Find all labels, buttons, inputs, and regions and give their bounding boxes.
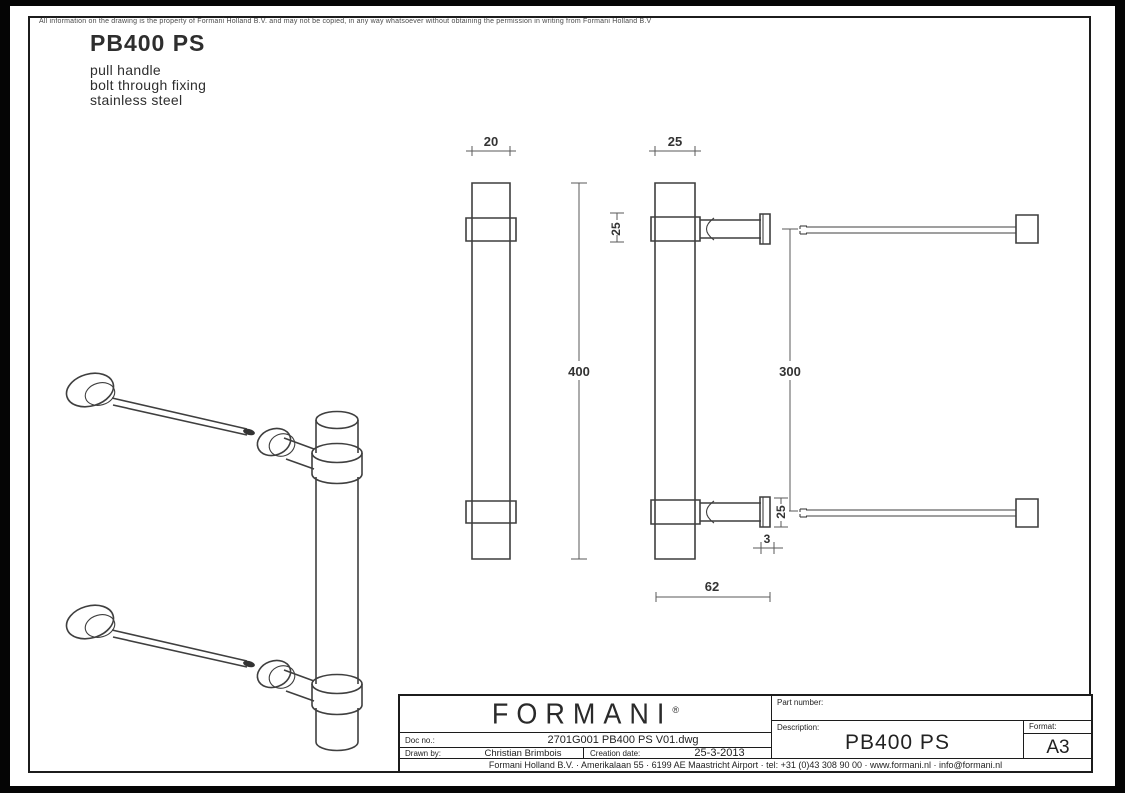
dimension-handle-width [649, 134, 701, 156]
drawn-by-label: Drawn by: [405, 748, 442, 758]
product-description-line: stainless steel [90, 92, 183, 108]
company-logo-cell [400, 696, 771, 732]
dim-label-300: 300 [779, 364, 801, 379]
dimension-total-length [560, 183, 598, 559]
dim-label-25-collar: 25 [609, 222, 623, 236]
creation-date-value: 25-3-2013 [694, 747, 745, 759]
part-number-cell [772, 696, 1092, 720]
doc-number-row [400, 732, 771, 747]
dimension-collar-height [609, 213, 624, 242]
registered-trademark-icon: ® [672, 704, 680, 715]
dim-label-62: 62 [704, 579, 720, 594]
isometric-view [63, 368, 362, 750]
description-label: Description: [777, 723, 820, 732]
description-value: PB400 PS [845, 731, 950, 754]
dimension-projection [656, 579, 770, 602]
front-view-handle [466, 183, 516, 559]
product-description-line: bolt through fixing [90, 77, 207, 93]
format-value: A3 [1046, 737, 1070, 758]
dim-label-25-rose: 25 [774, 505, 788, 519]
doc-no-label: Doc no.: [405, 735, 435, 745]
isometric-bolt-bottom [63, 600, 256, 668]
drawn-by-row [400, 747, 771, 758]
title-block-right [771, 696, 1091, 758]
dimension-tube-width [466, 134, 516, 156]
dimension-rose-height [773, 498, 789, 527]
drawn-by-value: Christian Brimbois [484, 747, 562, 759]
dim-label-3: 3 [763, 532, 771, 546]
part-number-label: Part number: [777, 698, 824, 707]
fixing-bolt-bottom [800, 499, 1038, 527]
dim-label-400: 400 [568, 364, 590, 379]
dimension-rose-thickness [753, 532, 783, 554]
side-view-handle [651, 183, 770, 559]
creation-date-label: Creation date: [590, 748, 641, 758]
copyright-disclaimer: All information on the drawing is the property of Formani Holland B.V. and may not be copied, in any way whatsoever without obtaining the permission in writing from Formani Holland B.V [39, 18, 652, 25]
description-cell [772, 720, 1023, 758]
format-label: Format: [1024, 721, 1092, 734]
dim-label-20: 20 [483, 134, 499, 149]
dimension-centre-distance [771, 229, 809, 511]
product-description-line: pull handle [90, 62, 162, 78]
formani-logo: FORMANI® [491, 697, 680, 730]
fixing-bolt-top [800, 215, 1038, 243]
title-block [398, 694, 1093, 773]
doc-no-value: 2701G001 PB400 PS V01.dwg [547, 734, 699, 746]
product-title: PB400 PS [90, 30, 206, 56]
isometric-bolt-top [63, 368, 256, 436]
dim-label-25-top: 25 [667, 134, 683, 149]
creation-date-cell [583, 748, 771, 758]
company-address: Formani Holland B.V. · Amerikalaan 55 · 6199 AE Maastricht Airport · tel: +31 (0)43 308 90 00 · www.formani.nl · info@formani.nl [400, 758, 1091, 771]
format-cell [1023, 720, 1092, 758]
